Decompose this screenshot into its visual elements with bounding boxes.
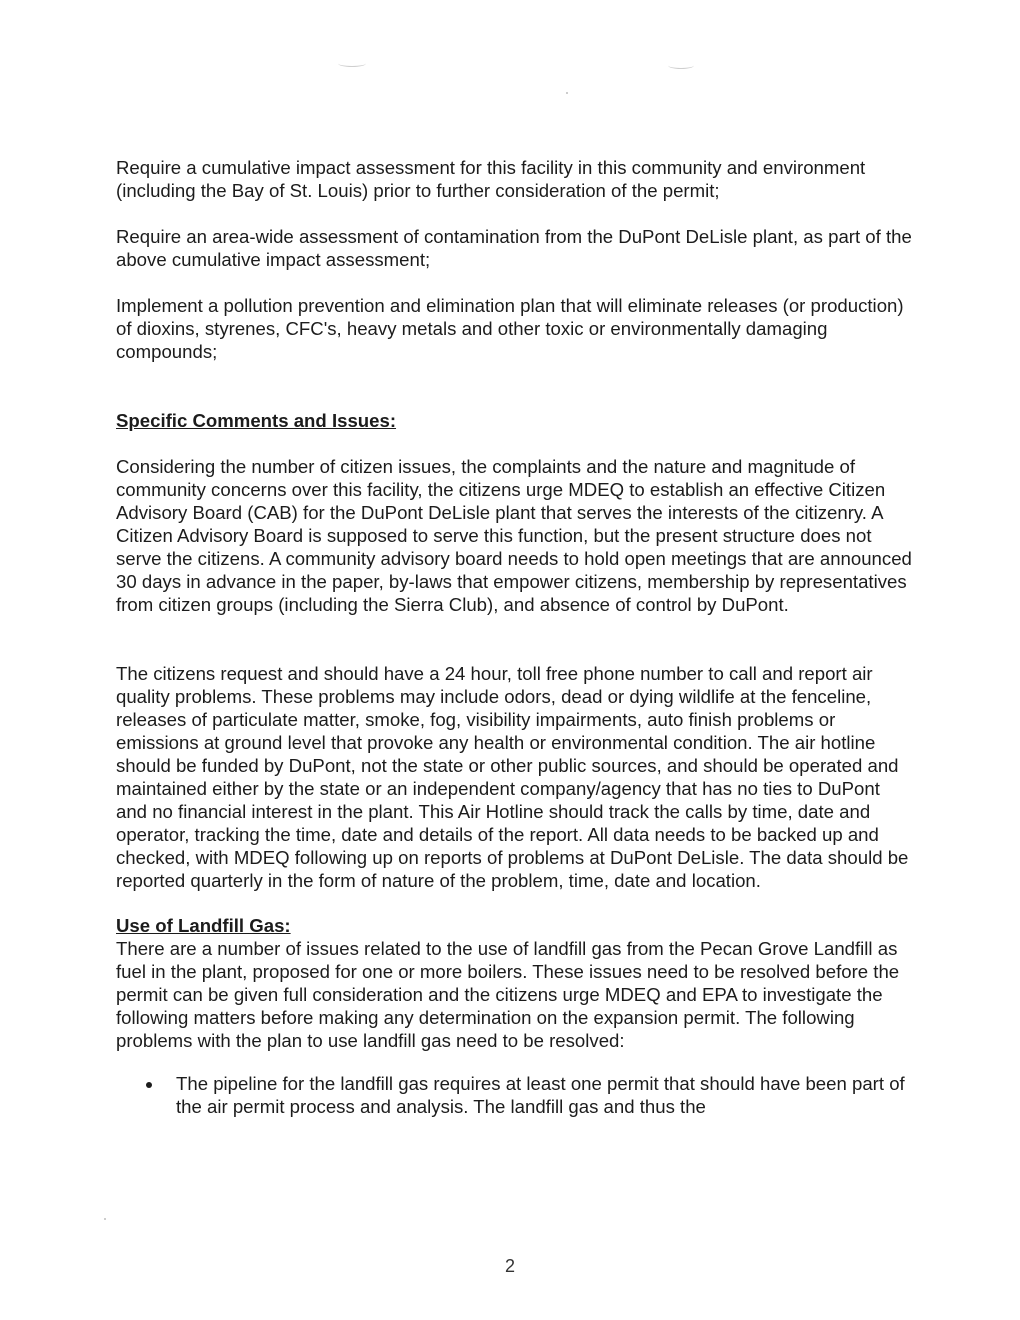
scan-artifact bbox=[104, 1218, 106, 1220]
bullet-list bbox=[116, 1072, 916, 1118]
paragraph-cumulative-impact: Require a cumulative impact assessment for this facility in this community and environment (including the Bay of St. Louis) prior to further consideration of the permit; bbox=[116, 157, 866, 201]
bullet-icon bbox=[146, 1082, 152, 1088]
scan-artifact bbox=[668, 62, 694, 69]
paragraph-pollution-prevention: Implement a pollution prevention and elimination plan that will eliminate releases (or production) of dioxins, styrenes, CFC's, heavy metals and other toxic or environmentally damaging compounds; bbox=[116, 295, 904, 362]
page-number: 2 bbox=[504, 1256, 515, 1276]
paragraph-landfill-gas-issues: There are a number of issues related to the use of landfill gas from the Pecan Grove Landfill as fuel in the plant, proposed for one or more boilers. These issues need to be resolved before the permit can be given full consideration and the citizens urge MDEQ and EPA to investigate the following matters before making any determination on the expansion permit. The following problems with the plan to use landfill gas need to be resolved: bbox=[116, 938, 900, 1051]
scan-artifact bbox=[338, 60, 366, 67]
paragraph-citizen-advisory-board: Considering the number of citizen issues, the complaints and the nature and magnitude of community concerns over this facility, the citizens urge MDEQ to establish an effective Citizen Advisory Board (CAB) for the DuPont DeLisle plant that serves the interests of the citizenry. A Citizen Advisory Board is supposed to serve this function, but the present structure does not serve the citizens. A community advisory board needs to hold open meetings that are announced 30 days in advance in the paper, by-laws that empower citizens, membership by representatives from citizen groups (including the Sierra Club), and absence of control by DuPont. bbox=[116, 456, 912, 615]
paragraph-air-hotline: The citizens request and should have a 24 hour, toll free phone number to call and report air quality problems. These problems may include odors, dead or dying wildlife at the fenceline, releases of particulate matter, smoke, fog, visibility impairments, auto finish problems or emissions at ground level that provoke any health or environmental condition. The air hotline should be funded by DuPont, not the state or other public sources, and should be operated and maintained either by the state or an independent company/agency that has no ties to DuPont and no financial interest in the plant. This Air Hotline should track the calls by time, date and operator, tracking the time, date and details of the report. All data needs to be backed up and checked, with MDEQ following up on reports of problems at DuPont DeLisle. The data should be reported quarterly in the form of nature of the problem, time, date and location. bbox=[116, 663, 909, 891]
heading-landfill-gas: Use of Landfill Gas: bbox=[116, 915, 291, 936]
document-body bbox=[116, 156, 916, 1118]
heading-specific-comments: Specific Comments and Issues: bbox=[116, 410, 397, 431]
list-item-text: The pipeline for the landfill gas requires at least one permit that should have been part of the air permit process and analysis. The landfill gas and thus the bbox=[176, 1073, 905, 1117]
scan-artifact bbox=[566, 92, 568, 94]
paragraph-area-wide-assessment: Require an area-wide assessment of contamination from the DuPont DeLisle plant, as part of the above cumulative impact assessment; bbox=[116, 226, 912, 270]
list-item bbox=[116, 1072, 916, 1118]
